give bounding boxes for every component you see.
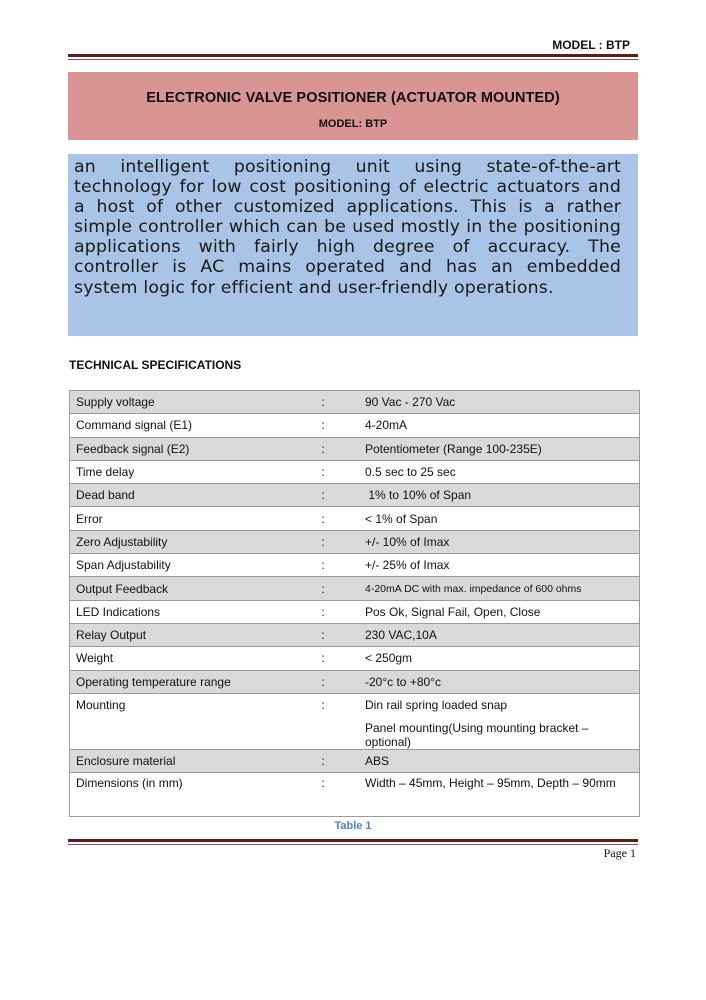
- spec-separator: :: [287, 749, 359, 772]
- spec-value: Pos Ok, Signal Fail, Open, Close: [359, 600, 640, 623]
- spec-value: 4-20mA DC with max. impedance of 600 ohms: [359, 577, 640, 600]
- spec-value: 0.5 sec to 25 sec: [359, 460, 640, 483]
- spec-separator: :: [287, 484, 359, 507]
- spec-value: 1% to 10% of Span: [359, 484, 640, 507]
- spec-label: LED Indications: [70, 600, 288, 623]
- table-row: [70, 554, 640, 577]
- table-row: [70, 647, 640, 670]
- spec-label: Output Feedback: [70, 577, 288, 600]
- spec-separator: :: [287, 437, 359, 460]
- header-rule: [68, 54, 638, 60]
- spec-separator: :: [287, 693, 359, 749]
- table-row: [70, 773, 640, 817]
- spec-label: Relay Output: [70, 623, 288, 646]
- spec-separator: :: [287, 391, 359, 414]
- spec-separator: :: [287, 554, 359, 577]
- table-row: [70, 484, 640, 507]
- spec-value-secondary: Panel mounting(Using mounting bracket – optional): [365, 720, 589, 749]
- footer-rule: [68, 839, 638, 845]
- spec-value: Potentiometer (Range 100-235E): [359, 437, 640, 460]
- table-row: [70, 507, 640, 530]
- spec-separator: :: [287, 530, 359, 553]
- spec-value: 4-20mA: [359, 414, 640, 437]
- table-row: [70, 530, 640, 553]
- spec-table: [69, 390, 640, 817]
- intro-panel: [68, 154, 638, 336]
- spec-label: Error: [70, 507, 288, 530]
- spec-value-group: [359, 693, 640, 749]
- table-row: [70, 460, 640, 483]
- spec-value: +/- 10% of Imax: [359, 530, 640, 553]
- spec-value: < 1% of Span: [359, 507, 640, 530]
- spec-value: 230 VAC,10A: [359, 623, 640, 646]
- spec-label: Span Adjustability: [70, 554, 288, 577]
- spec-label: Command signal (E1): [70, 414, 288, 437]
- table-caption: Table 1: [334, 820, 372, 832]
- title-banner: [68, 72, 638, 140]
- document-title: ELECTRONIC VALVE POSITIONER (ACTUATOR MOUNTED): [146, 90, 560, 106]
- spec-separator: :: [287, 647, 359, 670]
- intro-text: an intelligent positioning unit using state-of-the-art technology for low cost positioning of electric actuators and a host of other customized applications. This is a rather simple controller which can be used mostly in the positioning applications with fairly high degree of accuracy. The controller is AC mains operated and has an embedded system logic for efficient and user-friendly operations.: [74, 157, 621, 298]
- table-row: [70, 749, 640, 772]
- document-subtitle: MODEL: BTP: [318, 118, 388, 130]
- table-row: [70, 670, 640, 693]
- spec-label: Mounting: [70, 693, 288, 749]
- spec-value: Width – 45mm, Height – 95mm, Depth – 90mm: [359, 773, 640, 817]
- spec-separator: :: [287, 414, 359, 437]
- spec-label: Dead band: [70, 484, 288, 507]
- table-row: [70, 623, 640, 646]
- spec-value: ABS: [359, 749, 640, 772]
- spec-label: Enclosure material: [70, 749, 288, 772]
- spec-label: Time delay: [70, 460, 288, 483]
- header-model-label: MODEL : BTP: [552, 38, 630, 52]
- page-number: Page 1: [603, 846, 636, 860]
- spec-value: Din rail spring loaded snap: [365, 697, 508, 712]
- table-row: [70, 577, 640, 600]
- spec-separator: :: [287, 623, 359, 646]
- spec-value: +/- 25% of Imax: [359, 554, 640, 577]
- spec-value: < 250gm: [359, 647, 640, 670]
- spec-separator: :: [287, 577, 359, 600]
- spec-separator: :: [287, 600, 359, 623]
- spec-label: Operating temperature range: [70, 670, 288, 693]
- table-row: [70, 391, 640, 414]
- spec-label: Dimensions (in mm): [70, 773, 288, 817]
- spec-value: 90 Vac - 270 Vac: [359, 391, 640, 414]
- table-row: [70, 600, 640, 623]
- spec-label: Zero Adjustability: [70, 530, 288, 553]
- spec-separator: :: [287, 670, 359, 693]
- spec-separator: :: [287, 460, 359, 483]
- spec-separator: :: [287, 773, 359, 817]
- spec-label: Weight: [70, 647, 288, 670]
- spec-label: Supply voltage: [70, 391, 288, 414]
- spec-separator: :: [287, 507, 359, 530]
- table-row: [70, 693, 640, 749]
- table-row: [70, 437, 640, 460]
- spec-heading: TECHNICAL SPECIFICATIONS: [69, 358, 242, 372]
- spec-value: -20°c to +80°c: [359, 670, 640, 693]
- table-row: [70, 414, 640, 437]
- spec-label: Feedback signal (E2): [70, 437, 288, 460]
